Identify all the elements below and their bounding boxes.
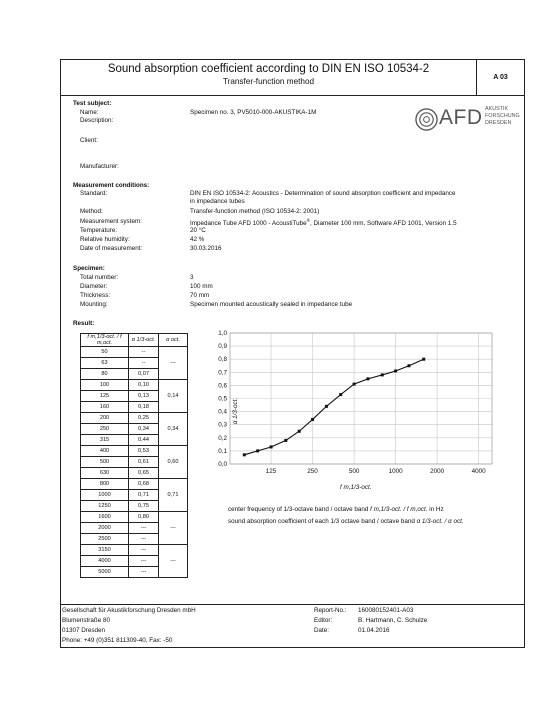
x-tick-label: 125	[265, 468, 277, 475]
table-row	[81, 479, 188, 490]
data-point	[353, 383, 356, 386]
alpha-third-octave-cell: 0,61	[129, 457, 159, 468]
frequency-cell: 200	[81, 413, 129, 424]
absorption-chart	[200, 325, 500, 525]
alpha-third-octave-cell: --	[129, 358, 159, 369]
y-tick-label: 0,9	[218, 343, 227, 351]
data-point	[270, 445, 273, 448]
frequency-cell: 800	[81, 479, 129, 490]
frequency-cell: 2500	[81, 534, 129, 545]
x-tick-label: 1000	[388, 468, 403, 475]
alpha-third-octave-cell: ---	[129, 545, 159, 556]
frequency-cell: 250	[81, 424, 129, 435]
temperature-value: 20 °C	[190, 227, 206, 234]
table-row	[81, 413, 188, 424]
mounting-label: Mounting:	[80, 301, 108, 308]
frequency-cell: 1000	[81, 490, 129, 501]
alpha-third-octave-cell: 0,07	[129, 369, 159, 380]
standard-value-line1: DIN EN ISO 10534-2: Acoustics - Determination of sound absorption coefficient and impedance	[190, 190, 456, 197]
footer-company: Gesellschaft für Akustikforschung Dresden mbH	[62, 607, 196, 614]
alpha-third-octave-cell: 0,75	[129, 501, 159, 512]
report-subtitle: Transfer-function method	[222, 77, 315, 86]
report-title: Sound absorption coefficient according to DIN EN ISO 10534-2	[107, 63, 430, 75]
frequency-cell: 63	[81, 358, 129, 369]
alpha-third-octave-cell: 0,10	[129, 380, 159, 391]
alpha-third-octave-cell: ---	[129, 534, 159, 545]
total-number-value: 3	[190, 274, 194, 281]
alpha-third-octave-cell: 0,25	[129, 413, 159, 424]
data-point	[243, 453, 246, 456]
x-axis-label: f m,1/3-oct.	[340, 484, 372, 491]
standard-label: Standard:	[80, 190, 108, 197]
y-tick-label: 0,0	[218, 461, 227, 468]
thickness-label: Thickness:	[80, 292, 111, 299]
table-row	[81, 380, 188, 391]
logo-name: AFD	[439, 106, 483, 129]
logo-line3: DRESDEN	[485, 120, 512, 126]
alpha-third-octave-cell: 0,13	[129, 391, 159, 402]
client-label: Client:	[80, 137, 98, 144]
data-point	[381, 373, 384, 376]
y-tick-label: 0,8	[218, 356, 227, 364]
standard-value-line2: in impedance tubes	[190, 198, 245, 205]
editor-value: B. Hartmann, C. Schulze	[358, 617, 428, 624]
diameter-value: 100 mm	[190, 283, 213, 290]
diameter-label: Diameter:	[80, 283, 108, 290]
y-tick-label: 1,0	[218, 330, 227, 337]
header-alpha-octave: α oct.	[159, 334, 188, 347]
alpha-third-octave-cell: 0,34	[129, 424, 159, 435]
alpha-third-octave-cell: ---	[129, 556, 159, 567]
frequency-cell: 100	[81, 380, 129, 391]
logo-line1: AKUSTIK	[485, 106, 509, 112]
frequency-cell: 315	[81, 435, 129, 446]
data-point	[339, 393, 342, 396]
y-axis-label: α 1/3-oct.	[232, 397, 239, 425]
data-point	[325, 405, 328, 408]
table-row	[81, 347, 188, 358]
afd-logo-mark-icon	[415, 108, 438, 131]
method-value: Transfer-function method (ISO 10534-2: 2001)	[190, 208, 320, 215]
alpha-third-octave-cell: 0,68	[129, 479, 159, 490]
alpha-third-octave-cell: 0,18	[129, 402, 159, 413]
humidity-value: 42 %	[190, 236, 205, 243]
mounting-value: Specimen mounted acoustically sealed in impedance tube	[190, 301, 353, 308]
name-value: Specimen no. 3, PV5010-000-AKUSTIKA-1M	[190, 109, 317, 116]
frequency-cell: 1600	[81, 512, 129, 523]
alpha-octave-cell: 0,71	[159, 479, 188, 512]
frequency-cell: 125	[81, 391, 129, 402]
alpha-third-octave-cell: 0,53	[129, 446, 159, 457]
total-number-label: Total number:	[80, 274, 119, 281]
alpha-third-octave-cell: 0,71	[129, 490, 159, 501]
annex-code: A 03	[477, 60, 524, 96]
alpha-third-octave-cell: 0,80	[129, 512, 159, 523]
name-label: Name:	[80, 109, 99, 116]
header-alpha-third-octave: α 1/3-oct.	[129, 334, 159, 347]
header-frequency: f m,1/3-oct. / f m,oct.	[81, 334, 129, 347]
data-point	[422, 358, 425, 361]
report-header	[61, 60, 477, 96]
data-point	[366, 377, 369, 380]
table-row	[81, 512, 188, 523]
frequency-cell: 160	[81, 402, 129, 413]
alpha-third-octave-cell: 0,65	[129, 468, 159, 479]
frequency-cell: 400	[81, 446, 129, 457]
result-table	[80, 333, 188, 578]
conditions-heading: Measurement conditions:	[73, 182, 150, 189]
alpha-octave-cell: ---	[159, 347, 188, 380]
frequency-cell: 500	[81, 457, 129, 468]
x-tick-label: 4000	[471, 468, 486, 475]
data-point	[256, 449, 259, 452]
alpha-octave-cell: 0,34	[159, 413, 188, 446]
method-label: Method:	[80, 208, 103, 215]
subject-heading: Test subject:	[73, 100, 112, 107]
humidity-label: Relative humidity:	[80, 236, 130, 243]
x-tick-label: 500	[348, 468, 360, 475]
editor-label: Editor:	[314, 617, 333, 624]
y-tick-label: 0,2	[218, 434, 227, 442]
report-number-value: 160080152401-A03	[358, 607, 414, 614]
manufacturer-label: Manufacturer:	[80, 163, 119, 170]
x-tick-label: 250	[307, 468, 318, 475]
table-row	[81, 545, 188, 556]
result-heading: Result:	[73, 320, 95, 327]
alpha-octave-cell: ---	[159, 545, 188, 578]
frequency-cell: 2000	[81, 523, 129, 534]
frequency-cell: 50	[81, 347, 129, 358]
footer-divider	[61, 604, 524, 605]
footer-phone: Phone: +49 (0)351 811309-40, Fax: -50	[62, 637, 173, 644]
legend-frequency: center frequency of 1/3-octave band / octave band f m,1/3-oct. / f m,oct. in Hz	[228, 506, 444, 513]
y-tick-label: 0,3	[218, 421, 227, 429]
temperature-label: Temperature:	[80, 227, 118, 234]
report-number-label: Report-No.:	[314, 607, 347, 614]
y-tick-label: 0,4	[218, 408, 227, 416]
y-tick-label: 0,6	[218, 382, 227, 390]
data-point	[407, 364, 410, 367]
y-tick-label: 0,7	[218, 369, 227, 377]
x-tick-label: 2000	[430, 468, 445, 475]
footer-city: 01307 Dresden	[62, 627, 106, 634]
date-of-measurement-label: Date of measurement:	[80, 245, 143, 252]
date-of-measurement-value: 30.03.2016	[190, 245, 222, 252]
alpha-octave-cell: ---	[159, 512, 188, 545]
frequency-cell: 4000	[81, 556, 129, 567]
thickness-value: 70 mm	[190, 292, 210, 299]
y-tick-label: 0,5	[218, 395, 227, 403]
report-date-label: Date:	[314, 627, 330, 634]
alpha-third-octave-cell: ---	[129, 567, 159, 578]
y-tick-label: 0,1	[218, 447, 227, 455]
footer-street: Blumenstraße 80	[62, 617, 110, 624]
data-point	[284, 439, 287, 442]
afd-logo	[415, 105, 520, 135]
frequency-cell: 5000	[81, 567, 129, 578]
report-date-value: 01.04.2016	[358, 627, 390, 634]
specimen-heading: Specimen:	[73, 265, 105, 272]
system-value: Impedance Tube AFD 1000 - AcoustiTube®, Diameter 100 mm, Software AFD 1001, Version 1.5	[190, 218, 457, 228]
system-label: Measurement system:	[80, 218, 142, 225]
alpha-third-octave-cell: ---	[129, 523, 159, 534]
logo-line2: FORSCHUNG	[485, 113, 520, 119]
frequency-cell: 630	[81, 468, 129, 479]
alpha-third-octave-cell: --	[129, 347, 159, 358]
alpha-third-octave-cell: 0,44	[129, 435, 159, 446]
table-row	[81, 446, 188, 457]
data-point	[311, 418, 314, 421]
data-point	[394, 369, 397, 372]
frequency-cell: 3150	[81, 545, 129, 556]
frequency-cell: 80	[81, 369, 129, 380]
frequency-cell: 1250	[81, 501, 129, 512]
alpha-octave-cell: 0,14	[159, 380, 188, 413]
data-point	[298, 430, 301, 433]
legend-alpha: sound absorption coefficient of each 1/3 octave band / octave band α 1/3-oct. / α oct.	[228, 518, 464, 525]
description-label: Description:	[80, 117, 114, 124]
table-header-row	[81, 334, 188, 347]
alpha-octave-cell: 0,60	[159, 446, 188, 479]
